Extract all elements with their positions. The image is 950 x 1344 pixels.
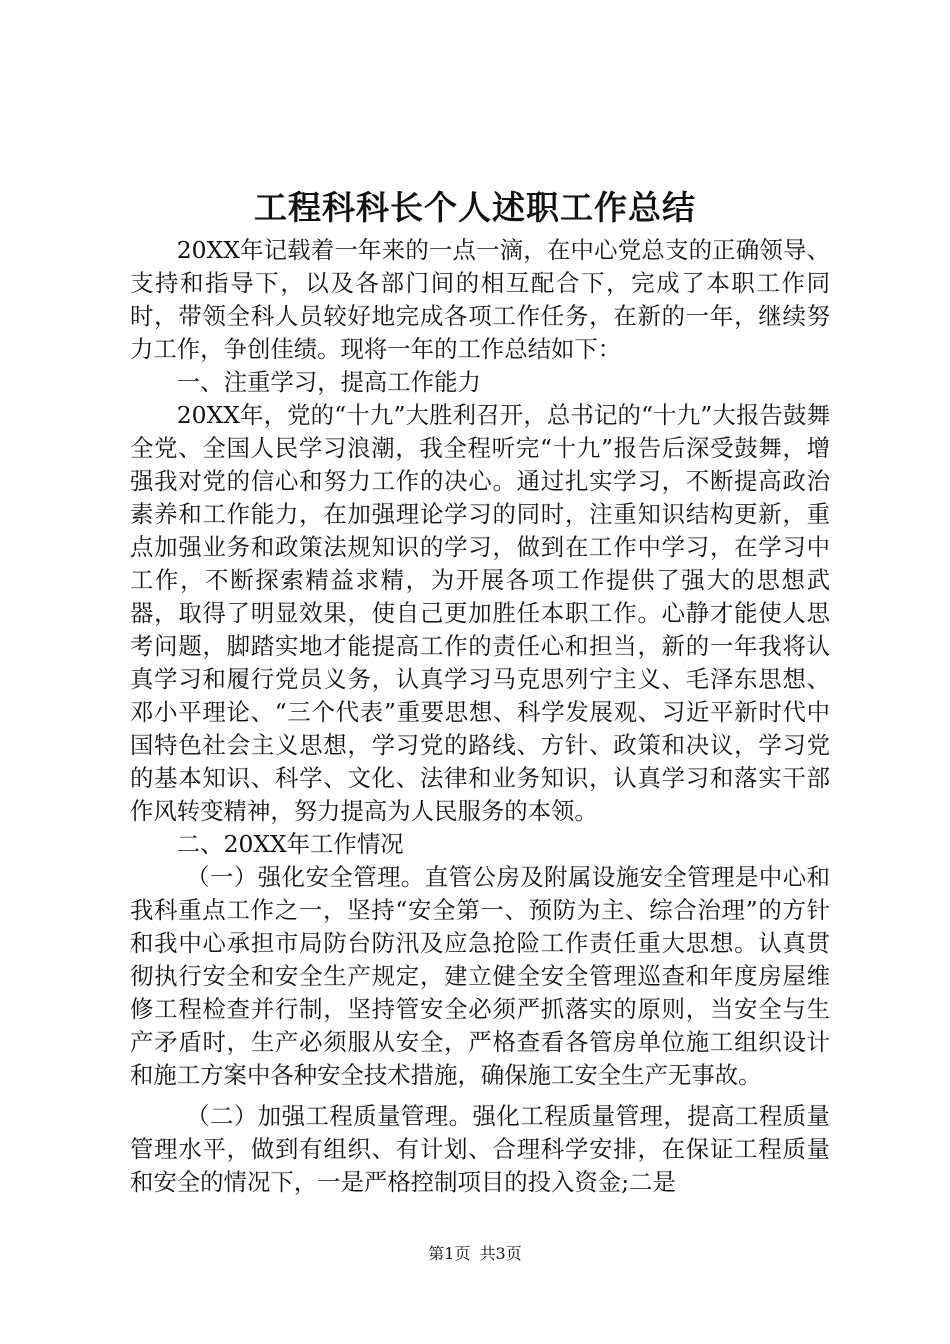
paragraph-intro: 20XX年记载着一年来的一点一滴，在中心党总支的正确领导、支持和指导下，以及各部门间的相互配合下，完成了本职工作同时，带领全科人员较好地完成各项工作任务，在新的一年，继续努力工作，争创佳绩。现将一年的工作总结如下：	[130, 236, 830, 363]
page-number: 第1页	[428, 1244, 471, 1263]
section-heading-2: 二、20XX年工作情况	[176, 830, 404, 858]
document-body	[130, 234, 830, 1199]
section-heading-1: 一、注重学习，提高工作能力	[176, 368, 481, 396]
paragraph-safety: （一）强化安全管理。直管公房及附属设施安全管理是中心和我科重点工作之一，坚持“安全第一、预防为主、综合治理”的方针和我中心承担市局防台防汛及应急抢险工作责任重大思想。认真贯彻执行安全和安全生产规定，建立健全安全管理巡查和年度房屋维修工程检查并行制，坚持管安全必须严抓落实的原则，当安全与生产矛盾时，生产必须服从安全，严格查看各管房单位施工组织设计和施工方案中各种安全技术措施，确保施工安全生产无事故。	[130, 863, 830, 1089]
paragraph-quality: （二）加强工程质量管理。强化工程质量管理，提高工程质量管理水平，做到有组织、有计划、合理科学安排，在保证工程质量和安全的情况下，一是严格控制项目的投入资金;二是	[130, 1102, 830, 1196]
paragraph-study: 20XX年，党的“十九”大胜利召开，总书记的“十九”大报告鼓舞全党、全国人民学习浪潮，我全程听完“十九”报告后深受鼓舞，增强我对党的信心和努力工作的决心。通过扎实学习，不断提高政治素养和工作能力，在加强理论学习的同时，注重知识结构更新，重点加强业务和政策法规知识的学习，做到在工作中学习，在学习中工作，不断探索精益求精，为开展各项工作提供了强大的思想武器，取得了明显效果，使自己更加胜任本职工作。心静才能使人思考问题，脚踏实地才能提高工作的责任心和担当，新的一年我将认真学习和履行党员义务，认真学习马克思列宁主义、毛泽东思想、邓小平理论、“三个代表”重要思想、科学发展观、习近平新时代中国特色社会主义思想，学习党的路线、方针、政策和决议，学习党的基本知识、科学、文化、法律和业务知识，认真学习和落实干部作风转变精神，努力提高为人民服务的本领。	[130, 401, 830, 825]
page-total: 共3页	[479, 1244, 522, 1263]
page-footer	[0, 1243, 950, 1265]
document-title: 工程科科长个人述职工作总结	[254, 188, 696, 227]
